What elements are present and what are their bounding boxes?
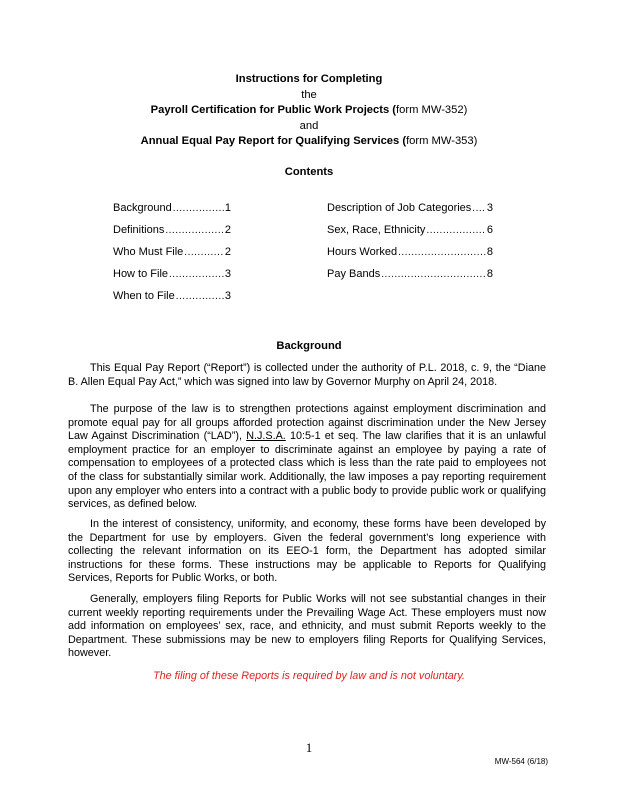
paragraph-2-text-a: The purpose of the law is to strengthen protections against employment discrimination and promote equal pay for all groups afforded protection against discrimination under the New Jersey Law Against Discrimination (“LAD”), xyxy=(68,403,546,443)
toc-leader-dots xyxy=(165,225,224,236)
toc-entry-page: 3 xyxy=(486,202,493,214)
title-line-2: the xyxy=(301,88,317,101)
toc-entry[interactable] xyxy=(113,268,231,290)
background-heading: Background xyxy=(276,340,342,352)
toc-entry[interactable] xyxy=(113,224,231,246)
toc-entry[interactable] xyxy=(327,224,493,246)
toc-leader-dots xyxy=(426,225,485,236)
toc-leader-dots xyxy=(176,291,224,302)
toc-entry-label: Background xyxy=(113,202,172,214)
mandatory-filing-notice: The filing of these Reports is required by law and is not voluntary. xyxy=(153,670,465,682)
toc-entry[interactable] xyxy=(113,246,231,268)
title-line-5-bold: Annual Equal Pay Report for Qualifying Services ( xyxy=(140,135,407,147)
toc-entry-page: 3 xyxy=(224,290,231,302)
toc-entry-page: 3 xyxy=(224,268,231,280)
toc-entry-label: When to File xyxy=(113,290,175,302)
toc-entry-page: 8 xyxy=(486,246,493,258)
form-identifier: MW-564 (6/18) xyxy=(494,757,548,766)
toc-entry-label: Description of Job Categories xyxy=(327,202,472,214)
toc-entry[interactable] xyxy=(327,268,493,290)
toc-entry-label: Who Must File xyxy=(113,246,184,258)
toc-leader-dots xyxy=(398,247,486,258)
background-paragraph-3: In the interest of consistency, uniformity, and economy, these forms have been developed by the Department for use by employers. Given the federal government’s long experience with collecting the relevant information on its EEO-1 form, the Department has adopted similar instructions for these forms. These instructions may be applicable to Reports for Qualifying Services, Reports for Public Works, or both. xyxy=(68,518,546,585)
toc-left-column xyxy=(113,202,231,312)
background-paragraph-1: This Equal Pay Report (“Report”) is collected under the authority of P.L. 2018, c. 9, the “Diane B. Allen Equal Pay Act,” which was signed into law by Governor Murphy on April 24, 2018. xyxy=(68,362,546,388)
contents-heading: Contents xyxy=(284,166,334,178)
toc-entry[interactable] xyxy=(113,290,231,312)
background-paragraph-2 xyxy=(68,403,546,512)
toc-entry-page: 8 xyxy=(486,268,493,280)
toc-leader-dots xyxy=(381,269,486,280)
title-line-5 xyxy=(0,134,618,150)
toc-leader-dots xyxy=(169,269,224,280)
title-line-3-bold: Payroll Certification for Public Work Projects ( xyxy=(150,104,397,116)
toc-entry[interactable] xyxy=(327,246,493,268)
toc-entry-page: 6 xyxy=(486,224,493,236)
toc-entry-label: How to File xyxy=(113,268,169,280)
title-line-4: and xyxy=(299,119,319,132)
toc-entry[interactable] xyxy=(113,202,231,224)
toc-leader-dots xyxy=(472,203,486,214)
toc-entry-page: 2 xyxy=(224,224,231,236)
toc-entry-page: 2 xyxy=(224,246,231,258)
toc-entry-label: Hours Worked xyxy=(327,246,398,258)
toc-entry-label: Sex, Race, Ethnicity xyxy=(327,224,426,236)
toc-entry[interactable] xyxy=(327,202,493,224)
toc-right-column xyxy=(327,202,493,290)
title-line-1: Instructions for Completing xyxy=(235,73,383,85)
title-line-3 xyxy=(0,103,618,119)
title-line-5-form: form MW-353) xyxy=(406,135,478,147)
toc-entry-page: 1 xyxy=(224,202,231,214)
toc-entry-label: Definitions xyxy=(113,224,165,236)
document-title xyxy=(0,72,618,150)
toc-leader-dots xyxy=(173,203,224,214)
toc-entry-label: Pay Bands xyxy=(327,268,381,280)
title-line-3-form: form MW-352) xyxy=(396,104,468,116)
statute-citation: N.J.S.A. xyxy=(246,430,286,443)
toc-leader-dots xyxy=(184,247,224,258)
paragraph-2-text-b: 10:5-1 et seq. The law clarifies that it is an unlawful employment practice for an employer to discriminate against an employee by paying a rate of compensation to employees of a protected class which is less than the rate paid to employees not of the class for substantially similar work. Additionally, the law imposes a pay reporting requirement upon any employer who enters into a contract with a public body to provide public work or qualifying services, as defined below. xyxy=(68,430,546,511)
background-paragraph-4: Generally, employers filing Reports for Public Works will not see substantial changes in their current weekly reporting requirements under the Prevailing Wage Act. These employers must now add information on employees’ sex, race, and ethnicity, and must submit Reports weekly to the Department. These submissions may be new to employers filing Reports for Qualifying Services, however. xyxy=(68,593,546,660)
page-number: 1 xyxy=(305,740,313,755)
